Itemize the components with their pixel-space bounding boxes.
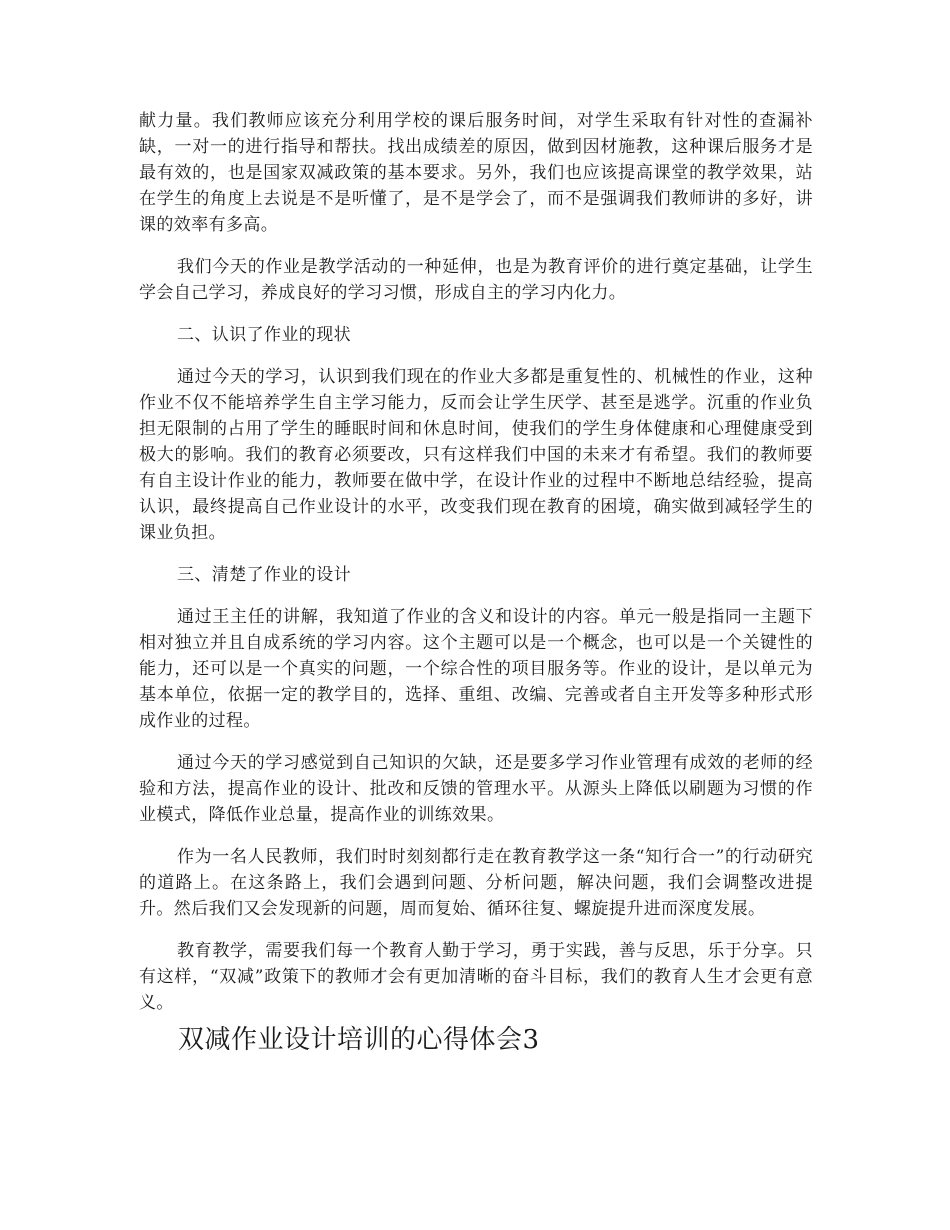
paragraph-teacher-practice: 作为一名人民教师，我们时时刻刻都行走在教育教学这一条“知行合一”的行动研究的道路上。在这条路上，我们会遇到问题、分析问题，解决问题，我们会调整改进提升。然后我们又会发现新的问题，周而复始、循环往复、螺旋提升进而深度发展。: [139, 847, 813, 919]
heading-homework-status: 二、认识了作业的现状: [177, 325, 351, 345]
paragraph-homework-status: 通过今天的学习，认识到我们现在的作业大多都是重复性的、机械性的作业，这种作业不仅不能培养学生自主学习能力，反而会让学生厌学、甚至是逃学。沉重的作业负担无限制的占用了学生的睡眠时间和休息时间，使我们的学生身体健康和心理健康受到极大的影响。我们的教育必须要改，只有这样我们中国的未来才有希望。我们的教师要有自主设计作业的能力，教师要在做中学，在设计作业的过程中不断地总结经验，提高认识，最终提高自己作业设计的水平，改变我们现在教育的困境，确实做到减轻学生的课业负担。: [139, 367, 813, 543]
paragraph-conclusion: 教育教学，需要我们每一个教育人勤于学习，勇于实践，善与反思，乐于分享。只有这样，“双减”政策下的教师才会有更加清晰的奋斗目标，我们的教育人生才会更有意义。: [139, 941, 813, 1013]
paragraph-homework-purpose: 我们今天的作业是教学活动的一种延伸，也是为教育评价的进行奠定基础，让学生学会自己学习，养成良好的学习习惯，形成自主的学习内化力。: [139, 257, 813, 303]
heading-homework-design: 三、清楚了作业的设计: [177, 565, 351, 585]
paragraph-continued: 献力量。我们教师应该充分利用学校的课后服务时间，对学生采取有针对性的查漏补缺，一对一的进行指导和帮扶。找出成绩差的原因，做到因材施教，这种课后服务才是最有效的，也是国家双减政策的基本要求。另外，我们也应该提高课堂的教学效果，站在学生的角度上去说是不是听懂了，是不是学会了，而不是强调我们教师讲的多好，讲课的效率有多高。: [139, 111, 813, 235]
section-title: 双减作业设计培训的心得体会3: [178, 1025, 540, 1055]
paragraph-learning-reflection: 通过今天的学习感觉到自己知识的欠缺，还是要多学习作业管理有成效的老师的经验和方法，提高作业的设计、批改和反馈的管理水平。从源头上降低以刷题为习惯的作业模式，降低作业总量，提高作业的训练效果。: [139, 753, 813, 825]
paragraph-homework-design: 通过王主任的讲解，我知道了作业的含义和设计的内容。单元一般是指同一主题下相对独立并且自成系统的学习内容。这个主题可以是一个概念，也可以是一个关键性的能力，还可以是一个真实的问题，一个综合性的项目服务等。作业的设计，是以单元为基本单位，依据一定的教学目的，选择、重组、改编、完善或者自主开发等多种形式形成作业的过程。: [139, 607, 813, 731]
document-body: [139, 108, 813, 1032]
